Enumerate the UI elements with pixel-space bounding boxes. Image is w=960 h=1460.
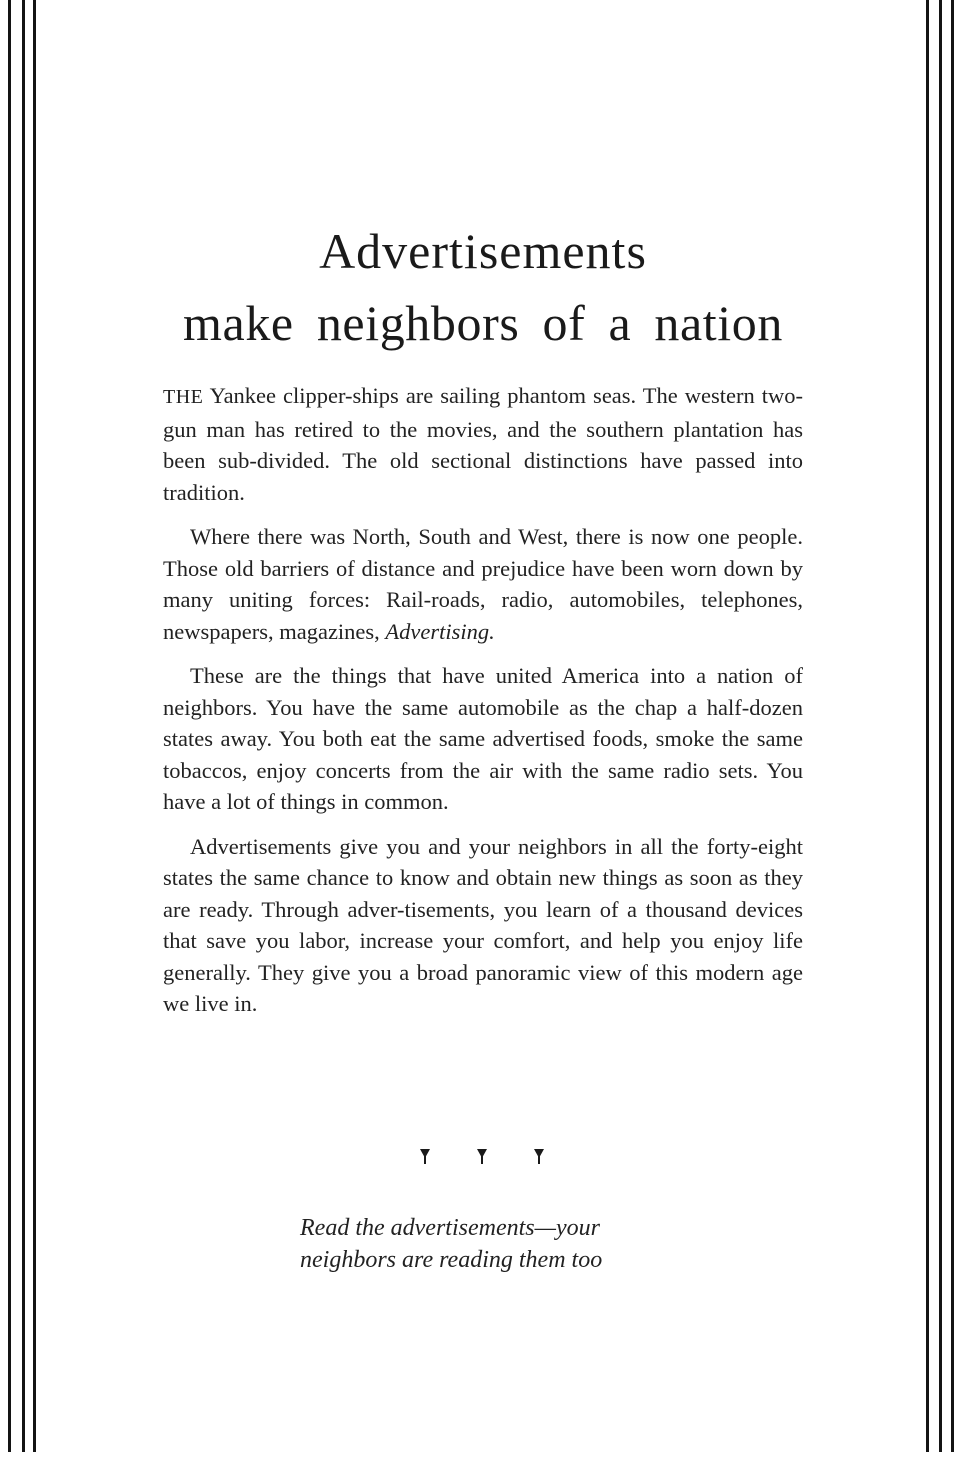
paragraph-2-emphasis: Advertising. [385, 618, 495, 644]
ornament-divider [420, 1149, 544, 1158]
ornament-mark-3 [534, 1149, 544, 1158]
tagline-line-1: Read the advertisements—your [300, 1215, 600, 1241]
paragraph-1 [163, 380, 803, 508]
left-border-rule-outer [8, 0, 11, 1452]
headline-line-2: make neighbors of a nation [183, 295, 783, 351]
ornament-mark-1 [420, 1149, 430, 1158]
paragraph-2 [163, 521, 803, 647]
tagline-line-2: neighbors are reading them too [300, 1247, 603, 1273]
paragraph-1-lead: THE [163, 386, 204, 408]
right-border-rule-middle [939, 0, 942, 1452]
paragraph-3: These are the things that have united America into a nation of neighbors. You have the same automobile as the chap a half-dozen states away. You both eat the same advertised foods, smoke the same tobaccos, enjoy concerts from the air with the same radio sets. You have a lot of things in common. [163, 663, 803, 814]
right-border-rule-inner [926, 0, 929, 1452]
right-border-rule-outer [951, 0, 954, 1452]
ornament-mark-2 [477, 1149, 487, 1158]
headline-line-1: Advertisements [319, 223, 647, 279]
closing-tagline [300, 1212, 680, 1276]
article-body [163, 380, 803, 1020]
paragraph-1-text: Yankee clipper-ships are sailing phantom seas. The western two-gun man has retired to the movies, and the southern plantation has been sub-divided. The old sectional distinctions have passed into tradition. [163, 383, 803, 505]
paragraph-4: Advertisements give you and your neighbors in all the forty-eight states the same chance to know and obtain new things as soon as they are ready. Through adver-tisements, you learn of a thousand devices that save you labor, increase your comfort, and help you enjoy life generally. They give you a broad panoramic view of this modern age we live in. [163, 833, 803, 1016]
left-border-rule-inner [33, 0, 36, 1452]
left-border-rule-middle [22, 0, 25, 1452]
paragraph-2-text: Where there was North, South and West, there is now one people. Those old barriers of distance and prejudice have been worn down by many uniting forces: Rail-roads, radio, automobiles, telephones, newspapers, magazines, [163, 524, 803, 644]
